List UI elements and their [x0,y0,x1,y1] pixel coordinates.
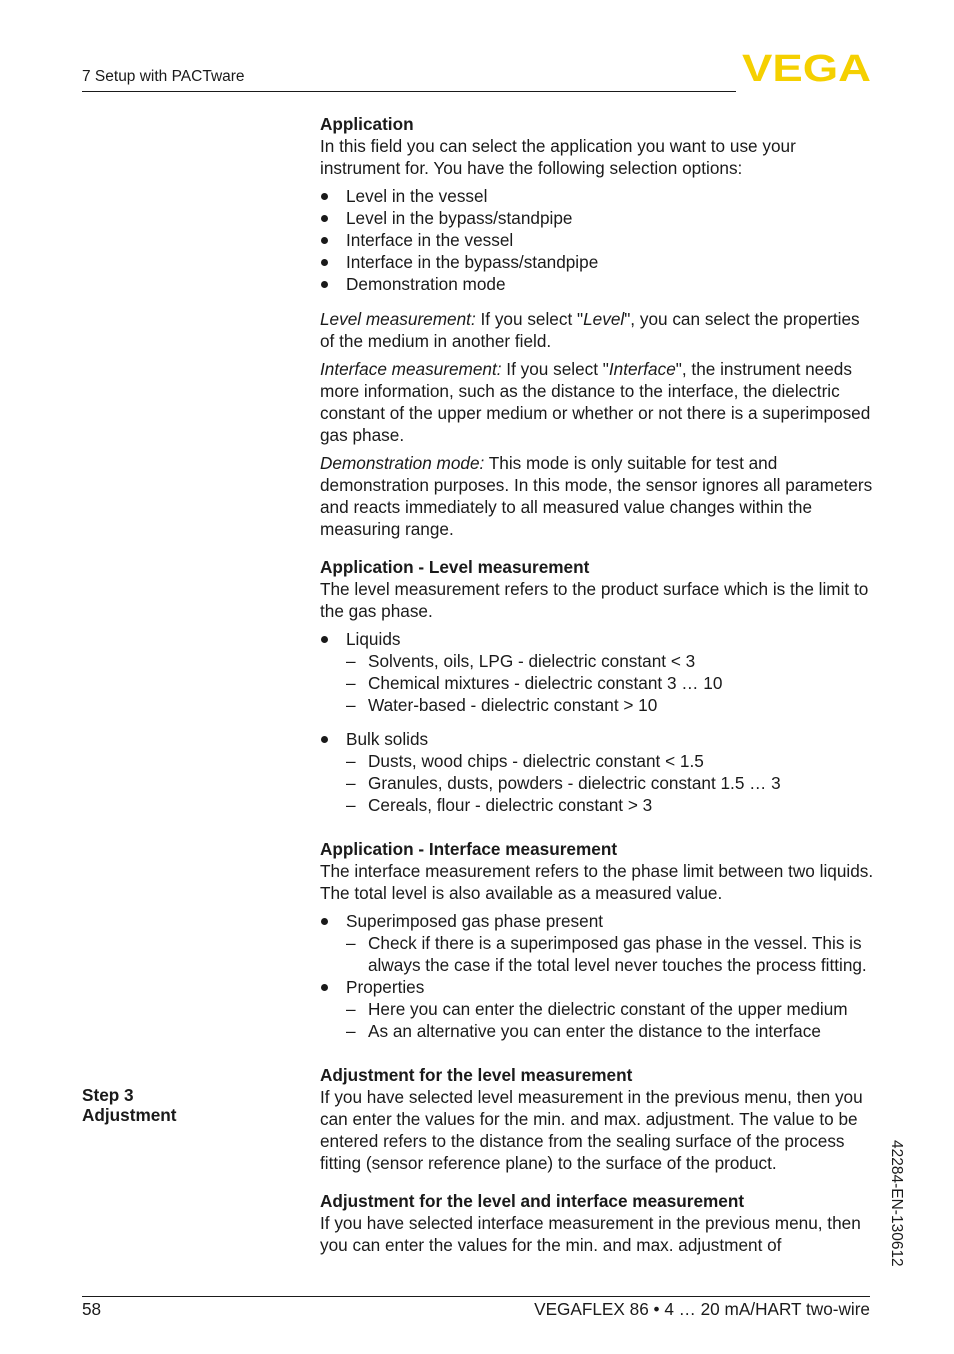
bullet-icon [321,193,328,200]
header-rule [82,91,736,92]
list-item: – Check if there is a superimposed gas phase in the vessel. This is always the case if the total level never touches the process fitting. [346,933,867,975]
adjustment-level-heading: Adjustment for the level measurement [320,1065,633,1085]
vega-logo [741,51,872,85]
sub-list [346,932,878,976]
demonstration-mode-paragraph: Demonstration mode: This mode is only suitable for test and demonstration purposes. In this mode, the sensor ignores all parameters and reacts immediately to all measured value changes within the measuring range. [320,453,873,539]
bullet-icon [321,237,328,244]
list-item: Liquids – Solvents, oils, LPG - dielectric constant < 3 – Chemical mixtures - dielectric constant 3 … 10 – Water-based - dielectric constant > 10 [320,628,878,716]
bullet-icon [321,918,328,925]
bullet-icon [321,636,328,643]
step-label [82,1085,177,1125]
application-heading: Application [320,114,414,134]
list-item: – Cereals, flour - dielectric constant > 3 [346,795,653,815]
interface-options-list [320,910,878,1042]
bullet-icon [321,281,328,288]
step-title: Adjustment [82,1105,177,1125]
bullet-icon [321,984,328,991]
list-item: – Chemical mixtures - dielectric constant 3 … 10 [346,673,723,693]
sub-list [346,750,878,816]
running-header: 7 Setup with PACTware [82,68,245,85]
level-measurement-paragraph: Level measurement: If you select "Level", you can select the properties of the medium in another field. [320,309,860,351]
application-options-list [320,185,878,295]
main-content [320,113,878,1256]
sub-list [346,650,878,716]
bulk-solids-list [320,728,878,816]
list-item: Level in the vessel [320,185,878,207]
bullet-icon [321,259,328,266]
step-number: Step 3 [82,1085,134,1105]
list-item: Interface in the vessel [320,229,878,251]
level-measurement-heading: Application - Level measurement [320,557,590,577]
interface-measurement-heading: Application - Interface measurement [320,839,618,859]
list-item: Interface in the bypass/standpipe [320,251,878,273]
list-item: Demonstration mode [320,273,878,295]
list-item: – Dusts, wood chips - dielectric constant < 1.5 [346,751,704,771]
list-item: Superimposed gas phase present – Check if there is a superimposed gas phase in the vessel. This is always the case if the total level never touches the process fitting. [320,910,878,976]
interface-measurement-intro: The interface measurement refers to the phase limit between two liquids. The total level is also available as a measured value. [320,861,874,903]
list-item: Level in the bypass/standpipe [320,207,878,229]
sub-list [346,998,878,1042]
level-measurement-intro: The level measurement refers to the product surface which is the limit to the gas phase. [320,579,869,621]
list-item: – Solvents, oils, LPG - dielectric constant < 3 [346,651,696,671]
logo-text: VEGA [742,51,871,85]
list-item: – Water-based - dielectric constant > 10 [346,695,658,715]
list-item: Bulk solids – Dusts, wood chips - dielectric constant < 1.5 – Granules, dusts, powders - dielectric constant 1.5 … 3 – Cereals, flour - dielectric constant > 3 [320,728,878,816]
adjustment-level-text: If you have selected level measurement in the previous menu, then you can enter the values for the min. and max. adjustment. The value to be entered refers to the distance from the sealing surface of the process fitting (sensor reference plane) to the surface of the product. [320,1087,863,1173]
adjustment-interface-text: If you have selected interface measurement in the previous menu, then you can enter the values for the min. and max. adjustment of [320,1213,861,1255]
footer-rule [82,1296,870,1297]
list-item: Properties – Here you can enter the dielectric constant of the upper medium – As an alternative you can enter the distance to the interface [320,976,878,1042]
liquids-list [320,628,878,716]
list-item: – Granules, dusts, powders - dielectric constant 1.5 … 3 [346,773,781,793]
page-number: 58 [82,1299,102,1319]
list-item: – Here you can enter the dielectric constant of the upper medium [346,999,848,1019]
list-item: – As an alternative you can enter the distance to the interface [346,1021,821,1041]
bullet-icon [321,736,328,743]
application-intro: In this field you can select the application you want to use your instrument for. You have the following selection options: [320,136,796,178]
interface-measurement-paragraph: Interface measurement: If you select "Interface", the instrument needs more information, such as the distance to the interface, the dielectric constant of the upper medium or whether or not there is a superimposed gas phase. [320,359,871,445]
adjustment-interface-heading: Adjustment for the level and interface measurement [320,1191,745,1211]
bullet-icon [321,215,328,222]
footer-title: VEGAFLEX 86 • 4 … 20 mA/HART two-wire [534,1299,870,1319]
document-id: 42284-EN-130612 [888,1140,905,1267]
